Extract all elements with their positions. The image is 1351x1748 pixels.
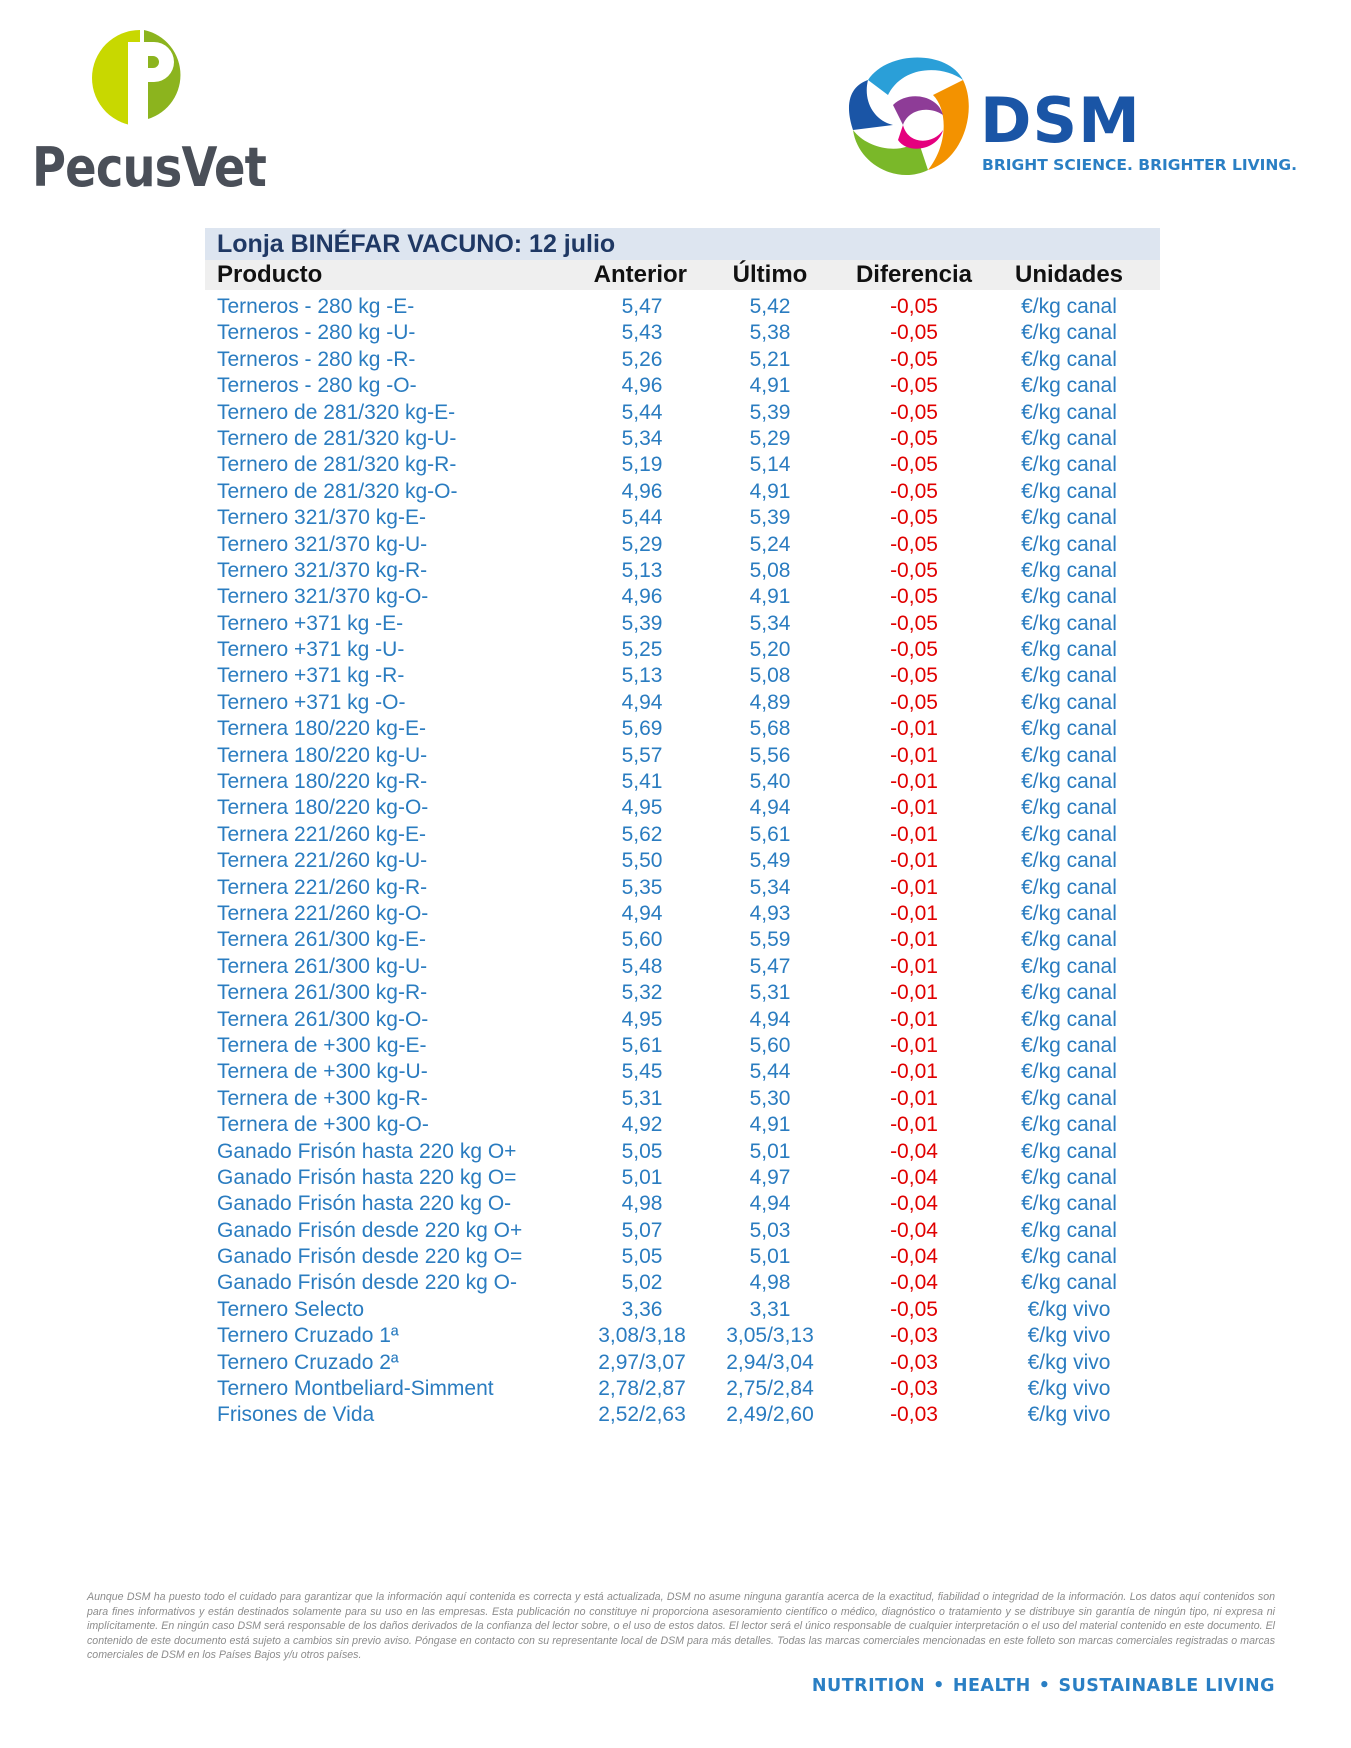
table-row [205, 769, 1160, 795]
cell-unidades: €/kg canal [1021, 1271, 1117, 1295]
cell-anterior: 5,25 [621, 638, 663, 662]
cell-anterior: 2,78/2,87 [598, 1377, 686, 1401]
cell-diferencia: -0,05 [890, 453, 938, 477]
cell-diferencia: -0,01 [890, 743, 938, 767]
cell-anterior: 5,39 [621, 611, 663, 635]
cell-unidades: €/kg vivo [1027, 1403, 1111, 1427]
cell-ultimo: 3,05/3,13 [726, 1324, 814, 1348]
table-row [205, 822, 1160, 848]
cell-anterior: 5,07 [621, 1218, 663, 1242]
cell-diferencia: -0,05 [890, 479, 938, 503]
cell-producto: Ternera 261/300 kg-R- [217, 981, 428, 1005]
cell-diferencia: -0,05 [890, 426, 938, 450]
table-row [205, 927, 1160, 953]
table-row [205, 743, 1160, 769]
cell-diferencia: -0,05 [890, 347, 938, 371]
cell-producto: Terneros - 280 kg -E- [217, 295, 415, 318]
cell-unidades: €/kg canal [1021, 1060, 1117, 1084]
cell-diferencia: -0,05 [890, 611, 938, 635]
cell-ultimo: 4,89 [749, 690, 791, 714]
cell-unidades: €/kg canal [1021, 1007, 1117, 1031]
cell-anterior: 3,08/3,18 [598, 1324, 686, 1348]
table-row [205, 1350, 1160, 1376]
table-row [205, 1059, 1160, 1085]
dsm-wordmark: DSM [980, 84, 1141, 157]
cell-producto: Ternero de 281/320 kg-E- [217, 400, 456, 424]
cell-anterior: 5,44 [621, 400, 663, 424]
cell-ultimo: 3,31 [749, 1297, 791, 1321]
cell-anterior: 5,35 [621, 875, 663, 899]
cell-producto: Ternera de +300 kg-E- [217, 1033, 427, 1057]
cell-anterior: 5,02 [621, 1271, 663, 1295]
footer-slogan [812, 1676, 1275, 1696]
cell-producto: Ternera de +300 kg-R- [217, 1086, 428, 1110]
cell-diferencia: -0,05 [890, 532, 938, 556]
cell-diferencia: -0,04 [890, 1218, 938, 1242]
cell-producto: Ternera 221/260 kg-O- [217, 901, 429, 925]
table-row [205, 1270, 1160, 1296]
table-row [205, 795, 1160, 821]
cell-anterior: 5,50 [621, 849, 663, 873]
cell-producto: Ternera 261/300 kg-E- [217, 928, 426, 952]
cell-producto: Ternero de 281/320 kg-R- [217, 453, 457, 477]
table-row [205, 347, 1160, 373]
cell-anterior: 4,94 [621, 901, 663, 925]
price-table [205, 228, 1160, 1429]
cell-unidades: €/kg canal [1021, 1165, 1117, 1189]
cell-unidades: €/kg canal [1021, 928, 1117, 952]
cell-producto: Terneros - 280 kg -O- [217, 374, 417, 398]
cell-unidades: €/kg canal [1021, 506, 1117, 530]
cell-anterior: 4,95 [621, 796, 663, 820]
cell-unidades: €/kg vivo [1027, 1324, 1111, 1348]
cell-anterior: 5,05 [621, 1245, 663, 1269]
cell-diferencia: -0,01 [890, 981, 938, 1005]
cell-unidades: €/kg canal [1021, 1245, 1117, 1269]
table-row [205, 1218, 1160, 1244]
cell-producto: Ternero Cruzado 2ª [217, 1350, 399, 1374]
cell-anterior: 5,62 [621, 822, 663, 846]
cell-unidades: €/kg canal [1021, 374, 1117, 398]
cell-ultimo: 5,01 [749, 1245, 791, 1269]
table-row [205, 426, 1160, 452]
cell-unidades: €/kg canal [1021, 770, 1117, 794]
cell-unidades: €/kg canal [1021, 532, 1117, 556]
cell-unidades: €/kg vivo [1027, 1377, 1111, 1401]
cell-unidades: €/kg canal [1021, 743, 1117, 767]
table-row [205, 479, 1160, 505]
cell-diferencia: -0,04 [890, 1192, 938, 1216]
cell-producto: Ganado Frisón hasta 220 kg O- [217, 1192, 512, 1216]
cell-anterior: 5,48 [621, 954, 663, 978]
cell-producto: Ternero +371 kg -R- [217, 664, 405, 688]
cell-diferencia: -0,01 [890, 822, 938, 846]
cell-producto: Ternera 180/220 kg-U- [217, 743, 428, 767]
cell-anterior: 4,96 [621, 585, 663, 609]
table-row [205, 954, 1160, 980]
table-title: Lonja BINÉFAR VACUNO: 12 julio [205, 228, 1160, 260]
dsm-logo [848, 50, 1297, 190]
cell-unidades: €/kg canal [1021, 1139, 1117, 1163]
cell-diferencia: -0,05 [890, 321, 938, 345]
table-row [205, 452, 1160, 478]
cell-ultimo: 5,56 [749, 743, 791, 767]
table-row [205, 980, 1160, 1006]
cell-anterior: 2,52/2,63 [598, 1403, 686, 1427]
cell-anterior: 5,26 [621, 347, 663, 371]
cell-anterior: 4,95 [621, 1007, 663, 1031]
cell-diferencia: -0,01 [890, 928, 938, 952]
cell-anterior: 5,34 [621, 426, 663, 450]
cell-ultimo: 5,39 [749, 400, 791, 424]
cell-unidades: €/kg canal [1021, 1192, 1117, 1216]
cell-diferencia: -0,01 [890, 1113, 938, 1137]
cell-diferencia: -0,03 [890, 1403, 938, 1427]
cell-ultimo: 5,60 [749, 1033, 791, 1057]
cell-ultimo: 5,49 [749, 849, 791, 873]
table-row [205, 505, 1160, 531]
cell-producto: Ternero 321/370 kg-E- [217, 506, 426, 530]
table-row [205, 1402, 1160, 1428]
cell-unidades: €/kg canal [1021, 426, 1117, 450]
header-producto: Producto [217, 261, 323, 288]
cell-ultimo: 5,21 [749, 347, 791, 371]
cell-anterior: 4,92 [621, 1113, 663, 1137]
slogan-health: HEALTH [952, 1676, 1031, 1696]
cell-unidades: €/kg canal [1021, 901, 1117, 925]
cell-ultimo: 5,40 [749, 770, 791, 794]
cell-producto: Ganado Frisón desde 220 kg O+ [217, 1218, 523, 1242]
table-row [205, 716, 1160, 742]
cell-anterior: 5,05 [621, 1139, 663, 1163]
cell-ultimo: 2,49/2,60 [726, 1403, 814, 1427]
cell-unidades: €/kg canal [1021, 611, 1117, 635]
cell-anterior: 5,13 [621, 664, 663, 688]
cell-diferencia: -0,05 [890, 690, 938, 714]
cell-unidades: €/kg canal [1021, 664, 1117, 688]
cell-diferencia: -0,05 [890, 1297, 938, 1321]
cell-ultimo: 5,61 [749, 822, 791, 846]
cell-diferencia: -0,01 [890, 1060, 938, 1084]
cell-anterior: 5,44 [621, 506, 663, 530]
cell-ultimo: 4,91 [749, 479, 791, 503]
pecusvet-p-icon [88, 28, 192, 128]
cell-ultimo: 5,01 [749, 1139, 791, 1163]
table-row [205, 320, 1160, 346]
cell-diferencia: -0,01 [890, 875, 938, 899]
cell-unidades: €/kg canal [1021, 822, 1117, 846]
cell-producto: Ternera 180/220 kg-E- [217, 717, 426, 741]
cell-unidades: €/kg canal [1021, 347, 1117, 371]
cell-unidades: €/kg canal [1021, 1113, 1117, 1137]
cell-anterior: 4,94 [621, 690, 663, 714]
cell-ultimo: 5,08 [749, 558, 791, 582]
cell-unidades: €/kg canal [1021, 321, 1117, 345]
cell-producto: Ternero Selecto [217, 1297, 365, 1321]
cell-producto: Ternera de +300 kg-U- [217, 1060, 428, 1084]
cell-diferencia: -0,04 [890, 1139, 938, 1163]
cell-anterior: 4,96 [621, 479, 663, 503]
cell-producto: Frisones de Vida [217, 1403, 375, 1427]
cell-unidades: €/kg canal [1021, 400, 1117, 424]
table-row [205, 1086, 1160, 1112]
cell-anterior: 5,69 [621, 717, 663, 741]
table-body [205, 294, 1160, 1429]
table-row [205, 611, 1160, 637]
cell-unidades: €/kg canal [1021, 954, 1117, 978]
cell-ultimo: 4,94 [749, 796, 791, 820]
table-row [205, 294, 1160, 320]
table-row [205, 637, 1160, 663]
header-diferencia: Diferencia [855, 261, 973, 288]
table-row [205, 1244, 1160, 1270]
cell-ultimo: 5,34 [749, 875, 791, 899]
cell-producto: Terneros - 280 kg -U- [217, 321, 416, 345]
pecusvet-wordmark: PecusVet [32, 136, 266, 199]
cell-producto: Ternera de +300 kg-O- [217, 1113, 429, 1137]
cell-anterior: 5,13 [621, 558, 663, 582]
table-row [205, 901, 1160, 927]
cell-producto: Ternera 221/260 kg-R- [217, 875, 428, 899]
cell-producto: Ganado Frisón hasta 220 kg O= [217, 1165, 517, 1189]
table-row [205, 584, 1160, 610]
cell-unidades: €/kg canal [1021, 849, 1117, 873]
table-row [205, 1297, 1160, 1323]
cell-anterior: 5,19 [621, 453, 663, 477]
cell-producto: Ganado Frisón hasta 220 kg O+ [217, 1139, 517, 1163]
cell-ultimo: 5,30 [749, 1086, 791, 1110]
cell-diferencia: -0,01 [890, 1007, 938, 1031]
cell-producto: Ternero +371 kg -U- [217, 638, 405, 662]
pecusvet-logo [32, 28, 272, 208]
cell-ultimo: 2,94/3,04 [726, 1350, 814, 1374]
cell-unidades: €/kg canal [1021, 875, 1117, 899]
cell-diferencia: -0,05 [890, 400, 938, 424]
table-row [205, 690, 1160, 716]
cell-diferencia: -0,05 [890, 558, 938, 582]
cell-diferencia: -0,03 [890, 1350, 938, 1374]
cell-diferencia: -0,01 [890, 1033, 938, 1057]
cell-unidades: €/kg canal [1021, 1218, 1117, 1242]
cell-unidades: €/kg canal [1021, 479, 1117, 503]
table-row [205, 373, 1160, 399]
cell-anterior: 5,41 [621, 770, 663, 794]
cell-ultimo: 4,91 [749, 374, 791, 398]
table-row [205, 875, 1160, 901]
dsm-swirl-icon [848, 50, 978, 185]
cell-producto: Ternero de 281/320 kg-U- [217, 426, 457, 450]
table-row [205, 1376, 1160, 1402]
table-row [205, 1033, 1160, 1059]
cell-diferencia: -0,01 [890, 717, 938, 741]
cell-diferencia: -0,01 [890, 796, 938, 820]
cell-ultimo: 5,44 [749, 1060, 791, 1084]
cell-anterior: 2,97/3,07 [598, 1350, 686, 1374]
cell-producto: Ternero +371 kg -E- [217, 611, 404, 635]
cell-diferencia: -0,01 [890, 901, 938, 925]
cell-diferencia: -0,04 [890, 1165, 938, 1189]
cell-ultimo: 5,14 [749, 453, 791, 477]
legal-disclaimer: Aunque DSM ha puesto todo el cuidado para garantizar que la información aquí contenida es correcta y está actualizada, DSM no asume ninguna garantía acerca de la exactitud, fiabilidad o integridad de la información. Los datos aquí contenidos son para fines informativos y están destinados solamente para su uso en las empresas. Esta publicación no constituye ni proporciona asesoramiento científico o médico, diagnóstico o tratamiento y se distribuye sin garantía de ningún tipo, ni expresa ni implícitamente. En ningún caso DSM será responsable de los daños derivados de la confianza del lector sobre, o el uso de estos datos. El lector será el único responsable de cualquier interpretación o el uso del material contenido en este documento. El contenido de este documento está sujeto a cambios sin previo aviso. Póngase en contacto con su representante local de DSM para más detalles. Todas las marcas comerciales mencionadas en este folleto son marcas comerciales registradas o marcas comerciales de DSM en los Países Bajos y/u otros países. [87, 1591, 1275, 1661]
cell-diferencia: -0,01 [890, 954, 938, 978]
cell-unidades: €/kg canal [1021, 295, 1117, 318]
cell-ultimo: 5,39 [749, 506, 791, 530]
table-row [205, 558, 1160, 584]
cell-ultimo: 4,91 [749, 585, 791, 609]
cell-producto: Ternero de 281/320 kg-O- [217, 479, 458, 503]
cell-diferencia: -0,03 [890, 1324, 938, 1348]
cell-unidades: €/kg canal [1021, 796, 1117, 820]
cell-unidades: €/kg canal [1021, 453, 1117, 477]
slogan-sustainable-living: SUSTAINABLE LIVING [1058, 1676, 1275, 1696]
cell-ultimo: 5,38 [749, 321, 791, 345]
cell-anterior: 5,47 [621, 295, 663, 318]
header-ultimo: Último [732, 261, 808, 288]
cell-anterior: 5,01 [621, 1165, 663, 1189]
cell-diferencia: -0,03 [890, 1377, 938, 1401]
cell-ultimo: 4,93 [749, 901, 791, 925]
cell-anterior: 5,43 [621, 321, 663, 345]
cell-ultimo: 4,94 [749, 1007, 791, 1031]
cell-producto: Ganado Frisón desde 220 kg O= [217, 1245, 523, 1269]
cell-unidades: €/kg canal [1021, 558, 1117, 582]
slogan-separator: • [1038, 1676, 1051, 1696]
cell-ultimo: 2,75/2,84 [726, 1377, 814, 1401]
cell-ultimo: 5,29 [749, 426, 791, 450]
cell-diferencia: -0,05 [890, 664, 938, 688]
cell-ultimo: 4,94 [749, 1192, 791, 1216]
cell-ultimo: 5,24 [749, 532, 791, 556]
cell-anterior: 5,60 [621, 928, 663, 952]
cell-unidades: €/kg canal [1021, 690, 1117, 714]
cell-anterior: 4,96 [621, 374, 663, 398]
table-row [205, 1112, 1160, 1138]
cell-producto: Ternero 321/370 kg-U- [217, 532, 428, 556]
cell-anterior: 5,31 [621, 1086, 663, 1110]
table-row [205, 1007, 1160, 1033]
cell-producto: Ternero Montbeliard-Simment [217, 1377, 494, 1401]
cell-diferencia: -0,05 [890, 506, 938, 530]
cell-unidades: €/kg canal [1021, 585, 1117, 609]
cell-ultimo: 5,34 [749, 611, 791, 635]
table-header-row [205, 260, 1160, 290]
cell-anterior: 4,98 [621, 1192, 663, 1216]
cell-unidades: €/kg canal [1021, 1086, 1117, 1110]
table-row [205, 532, 1160, 558]
cell-anterior: 5,61 [621, 1033, 663, 1057]
cell-diferencia: -0,05 [890, 374, 938, 398]
cell-ultimo: 4,97 [749, 1165, 791, 1189]
cell-anterior: 5,57 [621, 743, 663, 767]
cell-unidades: €/kg canal [1021, 638, 1117, 662]
cell-ultimo: 4,91 [749, 1113, 791, 1137]
cell-diferencia: -0,05 [890, 585, 938, 609]
cell-diferencia: -0,04 [890, 1245, 938, 1269]
cell-anterior: 5,32 [621, 981, 663, 1005]
cell-ultimo: 5,42 [749, 295, 791, 318]
cell-ultimo: 4,98 [749, 1271, 791, 1295]
cell-unidades: €/kg vivo [1027, 1297, 1111, 1321]
cell-producto: Ternera 261/300 kg-O- [217, 1007, 429, 1031]
cell-producto: Ganado Frisón desde 220 kg O- [217, 1271, 518, 1295]
table-row [205, 663, 1160, 689]
cell-diferencia: -0,05 [890, 295, 938, 318]
cell-producto: Ternera 221/260 kg-E- [217, 822, 426, 846]
header-anterior: Anterior [593, 261, 687, 288]
cell-producto: Ternera 221/260 kg-U- [217, 849, 428, 873]
cell-unidades: €/kg canal [1021, 717, 1117, 741]
cell-anterior: 5,45 [621, 1060, 663, 1084]
cell-unidades: €/kg canal [1021, 1033, 1117, 1057]
header-unidades: Unidades [1014, 261, 1124, 288]
table-row [205, 1139, 1160, 1165]
slogan-nutrition: NUTRITION [811, 1676, 926, 1696]
cell-diferencia: -0,01 [890, 770, 938, 794]
cell-producto: Ternero 321/370 kg-R- [217, 558, 428, 582]
cell-diferencia: -0,04 [890, 1271, 938, 1295]
cell-producto: Ternera 261/300 kg-U- [217, 954, 428, 978]
cell-ultimo: 5,47 [749, 954, 791, 978]
dsm-tagline: BRIGHT SCIENCE. BRIGHTER LIVING. [982, 156, 1297, 174]
cell-ultimo: 5,20 [749, 638, 791, 662]
table-row [205, 1191, 1160, 1217]
cell-ultimo: 5,68 [749, 717, 791, 741]
table-row [205, 1323, 1160, 1349]
cell-anterior: 5,29 [621, 532, 663, 556]
cell-ultimo: 5,03 [749, 1218, 791, 1242]
cell-ultimo: 5,59 [749, 928, 791, 952]
cell-diferencia: -0,01 [890, 849, 938, 873]
cell-diferencia: -0,01 [890, 1086, 938, 1110]
cell-producto: Ternero Cruzado 1ª [217, 1324, 399, 1348]
table-row [205, 400, 1160, 426]
table-row [205, 848, 1160, 874]
cell-producto: Ternero 321/370 kg-O- [217, 585, 429, 609]
cell-unidades: €/kg canal [1021, 981, 1117, 1005]
table-row [205, 1165, 1160, 1191]
cell-producto: Terneros - 280 kg -R- [217, 347, 416, 371]
cell-ultimo: 5,08 [749, 664, 791, 688]
cell-ultimo: 5,31 [749, 981, 791, 1005]
cell-producto: Ternera 180/220 kg-O- [217, 796, 429, 820]
cell-producto: Ternero +371 kg -O- [217, 690, 406, 714]
cell-unidades: €/kg vivo [1027, 1350, 1111, 1374]
cell-diferencia: -0,05 [890, 638, 938, 662]
cell-producto: Ternera 180/220 kg-R- [217, 770, 428, 794]
cell-anterior: 3,36 [621, 1297, 663, 1321]
slogan-separator: • [933, 1676, 945, 1696]
